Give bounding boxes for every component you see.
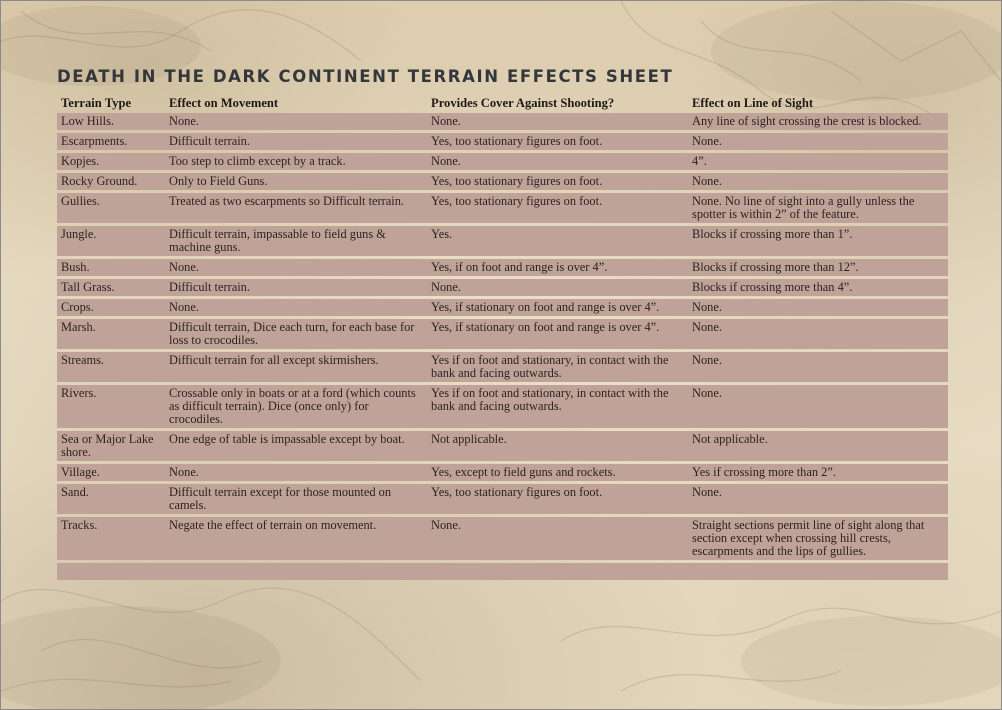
line-of-sight-cell: Blocks if crossing more than 4”.	[688, 279, 948, 296]
line-of-sight-cell: None.	[688, 352, 948, 382]
terrain-cell: Sea or Major Lake shore.	[57, 431, 165, 461]
table-row	[57, 352, 948, 382]
table-row	[57, 153, 948, 170]
table-row	[57, 279, 948, 296]
movement-cell: None.	[165, 113, 427, 130]
movement-cell: None.	[165, 259, 427, 276]
table-row	[57, 484, 948, 514]
terrain-cell: Bush.	[57, 259, 165, 276]
terrain-effects-table	[57, 93, 948, 583]
movement-cell: Treated as two escarpments so Difficult terrain.	[165, 193, 427, 223]
movement-cell: None.	[165, 464, 427, 481]
line-of-sight-cell: Blocks if crossing more than 1”.	[688, 226, 948, 256]
line-of-sight-cell: None.	[688, 484, 948, 514]
movement-cell	[165, 563, 427, 580]
line-of-sight-cell: Blocks if crossing more than 12”.	[688, 259, 948, 276]
line-of-sight-cell: None.	[688, 385, 948, 428]
movement-cell: Difficult terrain except for those mounted on camels.	[165, 484, 427, 514]
cover-cell: Yes, except to field guns and rockets.	[427, 464, 688, 481]
movement-cell: Difficult terrain for all except skirmishers.	[165, 352, 427, 382]
cover-cell: None.	[427, 113, 688, 130]
terrain-cell: Marsh.	[57, 319, 165, 349]
table-row	[57, 133, 948, 150]
movement-cell: Difficult terrain.	[165, 279, 427, 296]
header-cover-against-shooting: Provides Cover Against Shooting?	[431, 96, 615, 110]
line-of-sight-cell: None.	[688, 133, 948, 150]
table-row	[57, 431, 948, 461]
cover-cell: Yes, too stationary figures on foot.	[427, 193, 688, 223]
line-of-sight-cell: Yes if crossing more than 2”.	[688, 464, 948, 481]
table-row-empty	[57, 563, 948, 580]
terrain-cell: Escarpments.	[57, 133, 165, 150]
line-of-sight-cell: Straight sections permit line of sight along that section except when crossing hill crests, escarpments and the lips of gullies.	[688, 517, 948, 560]
table-row	[57, 113, 948, 130]
sheet-title: DEATH IN THE DARK CONTINENT TERRAIN EFFECTS SHEET	[57, 67, 674, 86]
terrain-cell: Gullies.	[57, 193, 165, 223]
line-of-sight-cell: None.	[688, 299, 948, 316]
cover-cell: Not applicable.	[427, 431, 688, 461]
cover-cell: Yes if on foot and stationary, in contact with the bank and facing outwards.	[427, 385, 688, 428]
table-row	[57, 517, 948, 560]
movement-cell: None.	[165, 299, 427, 316]
cover-cell: Yes, too stationary figures on foot.	[427, 484, 688, 514]
cover-cell: None.	[427, 517, 688, 560]
terrain-cell: Crops.	[57, 299, 165, 316]
table-row	[57, 173, 948, 190]
table-row	[57, 464, 948, 481]
cover-cell: Yes, if stationary on foot and range is over 4”.	[427, 299, 688, 316]
cover-cell: None.	[427, 279, 688, 296]
cover-cell: Yes, too stationary figures on foot.	[427, 173, 688, 190]
header-terrain-type: Terrain Type	[61, 96, 132, 110]
terrain-cell: Kopjes.	[57, 153, 165, 170]
terrain-cell: Streams.	[57, 352, 165, 382]
terrain-cell: Rocky Ground.	[57, 173, 165, 190]
cover-cell: Yes.	[427, 226, 688, 256]
cover-cell: Yes, too stationary figures on foot.	[427, 133, 688, 150]
cover-cell: Yes, if stationary on foot and range is over 4”.	[427, 319, 688, 349]
line-of-sight-cell	[688, 563, 948, 580]
line-of-sight-cell: None. No line of sight into a gully unless the spotter is within 2” of the feature.	[688, 193, 948, 223]
table-row	[57, 299, 948, 316]
line-of-sight-cell: 4”.	[688, 153, 948, 170]
terrain-cell: Tall Grass.	[57, 279, 165, 296]
movement-cell: Negate the effect of terrain on movement.	[165, 517, 427, 560]
cover-cell: Yes, if on foot and range is over 4”.	[427, 259, 688, 276]
table-row	[57, 193, 948, 223]
terrain-cell: Village.	[57, 464, 165, 481]
cover-cell: None.	[427, 153, 688, 170]
table-row	[57, 319, 948, 349]
header-effect-on-movement: Effect on Movement	[169, 96, 279, 110]
terrain-cell: Tracks.	[57, 517, 165, 560]
table-row	[57, 226, 948, 256]
table-row	[57, 259, 948, 276]
terrain-cell: Low Hills.	[57, 113, 165, 130]
terrain-cell: Rivers.	[57, 385, 165, 428]
line-of-sight-cell: None.	[688, 173, 948, 190]
terrain-cell	[57, 563, 165, 580]
cover-cell	[427, 563, 688, 580]
line-of-sight-cell: Not applicable.	[688, 431, 948, 461]
terrain-cell: Sand.	[57, 484, 165, 514]
movement-cell: Only to Field Guns.	[165, 173, 427, 190]
terrain-cell: Jungle.	[57, 226, 165, 256]
cover-cell: Yes if on foot and stationary, in contact with the bank and facing outwards.	[427, 352, 688, 382]
movement-cell: Difficult terrain, impassable to field guns & machine guns.	[165, 226, 427, 256]
movement-cell: One edge of table is impassable except by boat.	[165, 431, 427, 461]
movement-cell: Crossable only in boats or at a ford (which counts as difficult terrain). Dice (once only) for crocodiles.	[165, 385, 427, 428]
movement-cell: Difficult terrain, Dice each turn, for each base for loss to crocodiles.	[165, 319, 427, 349]
line-of-sight-cell: None.	[688, 319, 948, 349]
table-row	[57, 385, 948, 428]
table-header-row	[57, 96, 948, 110]
movement-cell: Too step to climb except by a track.	[165, 153, 427, 170]
movement-cell: Difficult terrain.	[165, 133, 427, 150]
header-effect-on-line-of-sight: Effect on Line of Sight	[692, 96, 814, 110]
line-of-sight-cell: Any line of sight crossing the crest is blocked.	[688, 113, 948, 130]
